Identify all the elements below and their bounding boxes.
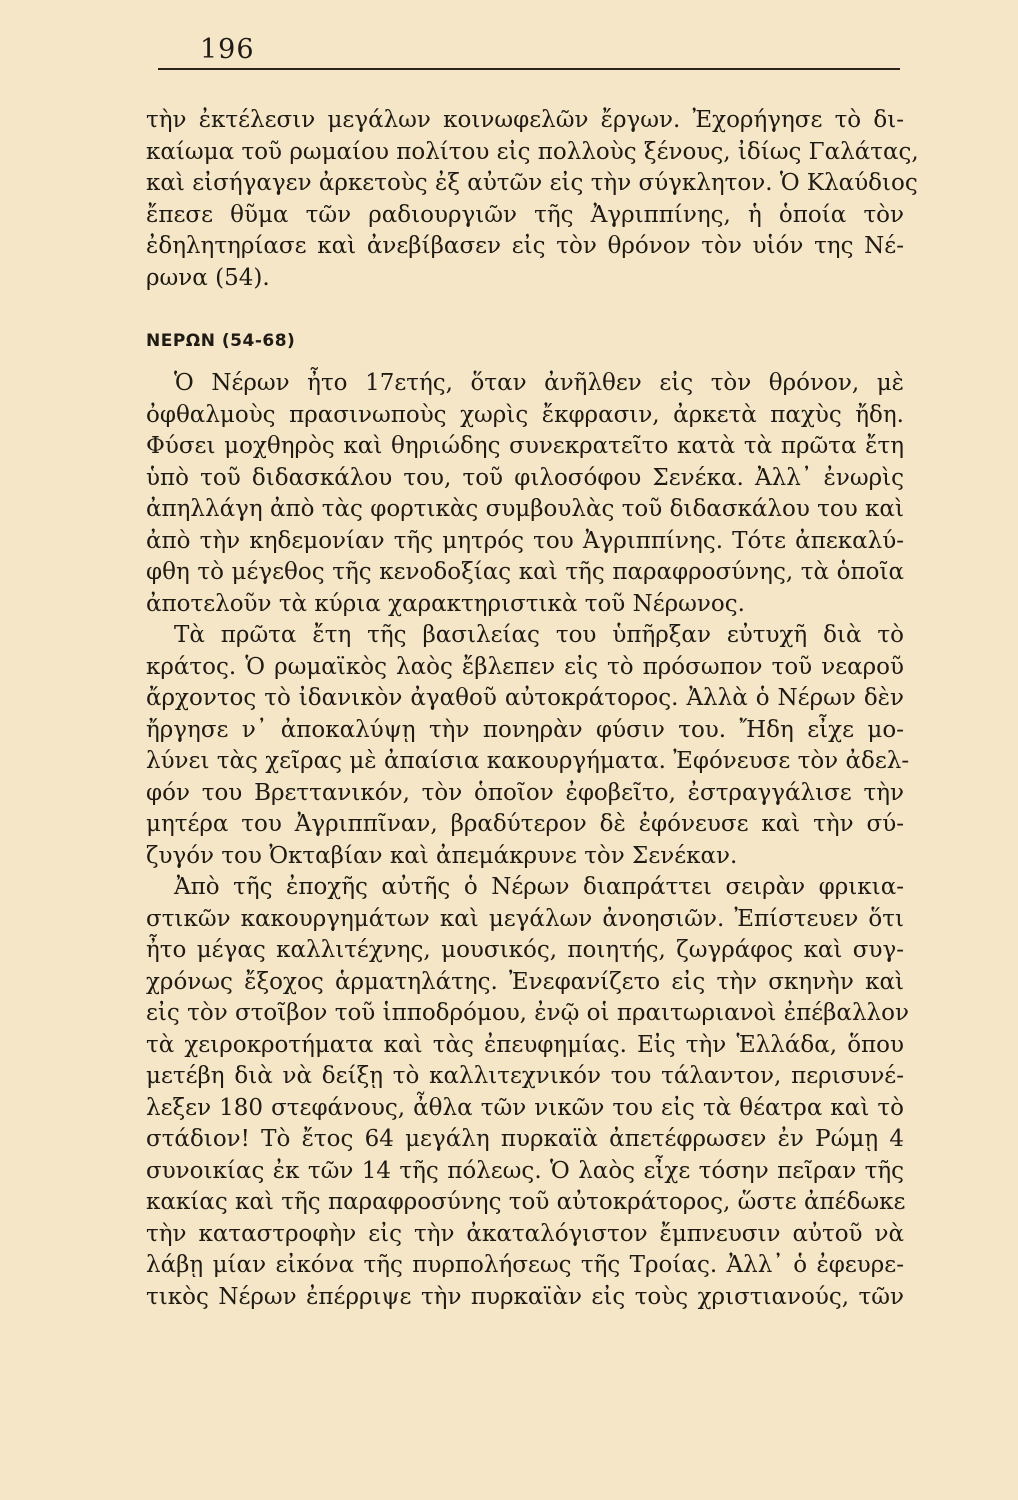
- text-line: χρόνως ἔξοχος ἁρματηλάτης. Ἐνεφανίζετο εἰς τὴν σκηνὴν καὶ: [146, 968, 904, 995]
- text-line: τὴν καταστροφὴν εἰς τὴν ἀκαταλόγιστον ἔμπνευσιν αὐτοῦ νὰ: [146, 1220, 904, 1247]
- text-line: ὑπὸ τοῦ διδασκάλου του, τοῦ φιλοσόφου Σενέκα. Ἀλλ᾽ ἐνωρὶς: [146, 464, 904, 491]
- paragraph: [146, 872, 909, 1313]
- text-line: τὴν ἐκτέλεσιν μεγάλων κοινωφελῶν ἔργων. Ἐχορήγησε τὸ δι-: [146, 107, 904, 133]
- text-line: τὰ χειροκροτήματα καὶ τὰς ἐπευφημίας. Εἰς τὴν Ἑλλάδα, ὅπου: [146, 1031, 904, 1058]
- text-line: ἐδηλητηρίασε καὶ ἀνεβίβασεν εἰς τὸν θρόνον τὸν υἱόν της Νέ-: [146, 233, 904, 259]
- text-line: Τὰ πρῶτα ἔτη τῆς βασιλείας του ὑπῆρξαν εὐτυχῆ διὰ τὸ: [174, 622, 904, 648]
- paragraph: [146, 620, 910, 872]
- text-line: φόν του Βρεττανικόν, τὸν ὁποῖον ἐφοβεῖτο, ἐστραγγάλισε τὴν: [146, 779, 904, 806]
- text-line: ἦτο μέγας καλλιτέχνης, μουσικός, ποιητής, ζωγράφος καὶ συγ-: [146, 937, 904, 963]
- text-line: καίωμα τοῦ ρωμαίου πολίτου εἰς πολλοὺς ξένους, ἰδίως Γαλάτας,: [146, 138, 919, 165]
- intro-paragraph: [146, 105, 919, 294]
- text-line: συνοικίας ἐκ τῶν 14 τῆς πόλεως. Ὁ λαὸς εἶχε τόσην πεῖραν τῆς: [146, 1157, 904, 1184]
- text-line: εἰς τὸν στοῖβον τοῦ ἱπποδρόμου, ἐνῷ οἱ πραιτωριανοὶ ἐπέβαλλον: [146, 1000, 909, 1026]
- text-line: φθη τὸ μέγεθος τῆς κενοδοξίας καὶ τῆς παραφροσύνης, τὰ ὁποῖα: [146, 559, 904, 585]
- text-line: τικὸς Νέρων ἐπέρριψε τὴν πυρκαϊὰν εἰς τοὺς χριστιανούς, τῶν: [146, 1283, 904, 1310]
- text-line: στάδιον! Τὸ ἔτος 64 μεγάλη πυρκαϊὰ ἀπετέφρωσεν ἐν Ρώμῃ 4: [146, 1126, 904, 1152]
- body-text: [146, 368, 910, 1313]
- text-line: ζυγόν του Ὀκταβίαν καὶ ἀπεμάκρυνε τὸν Σενέκαν.: [146, 842, 738, 869]
- text-line: στικῶν κακουργημάτων καὶ μεγάλων ἀνοησιῶν. Ἐπίστευεν ὅτι: [146, 905, 904, 932]
- text-line: Φύσει μοχθηρὸς καὶ θηριώδης συνεκρατεῖτο κατὰ τὰ πρῶτα ἔτη: [146, 433, 904, 459]
- text-line: ἀπηλλάγη ἀπὸ τὰς φορτικὰς συμβουλὰς τοῦ διδασκάλου του καὶ: [146, 496, 904, 522]
- text-line: ἀποτελοῦν τὰ κύρια χαρακτηριστικὰ τοῦ Νέρωνος.: [146, 590, 745, 617]
- text-line: κακίας καὶ τῆς παραφροσύνης τοῦ αὐτοκράτορος, ὥστε ἀπέδωκε: [146, 1189, 906, 1215]
- text-line: κράτος. Ὁ ρωμαϊκὸς λαὸς ἔβλεπεν εἰς τὸ πρόσωπον τοῦ νεαροῦ: [146, 653, 904, 680]
- text-line: ἄρχοντος τὸ ἰδανικὸν ἀγαθοῦ αὐτοκράτορος. Ἀλλὰ ὁ Νέρων δὲν: [146, 685, 904, 711]
- page-number: 196: [200, 34, 255, 65]
- text-line: καὶ εἰσήγαγεν ἀρκετοὺς ἐξ αὐτῶν εἰς τὴν σύγκλητον. Ὁ Κλαύδιος: [146, 170, 918, 196]
- text-line: ρωνα (54).: [146, 264, 270, 291]
- text-line: ἤργησε ν᾽ ἀποκαλύψῃ τὴν πονηρὰν φύσιν του. Ἤδη εἶχε μο-: [146, 716, 904, 743]
- text-line: ἀπὸ τὴν κηδεμονίαν τῆς μητρός του Ἀγριππίνης. Τότε ἀπεκαλύ-: [146, 527, 904, 554]
- text-line: λύνει τὰς χεῖρας μὲ ἀπαίσια κακουργήματα. Ἐφόνευσε τὸν ἀδελ-: [146, 748, 910, 774]
- text-line: Ὁ Νέρων ἦτο 17ετής, ὅταν ἀνῆλθεν εἰς τὸν θρόνον, μὲ: [174, 370, 904, 396]
- text-line: ἔπεσε θῦμα τῶν ραδιουργιῶν τῆς Ἀγριππίνης, ἡ ὁποία τὸν: [146, 201, 904, 228]
- header-rule: [158, 68, 900, 70]
- paragraph: [146, 368, 904, 620]
- text-line: μητέρα του Ἀγριππῖναν, βραδύτερον δὲ ἐφόνευσε καὶ τὴν σύ-: [146, 811, 904, 837]
- text-line: λάβῃ μίαν εἰκόνα τῆς πυρπολήσεως τῆς Τροίας. Ἀλλ᾽ ὁ ἐφευρε-: [146, 1252, 904, 1278]
- text-line: μετέβη διὰ νὰ δείξῃ τὸ καλλιτεχνικόν του τάλαντον, περισυνέ-: [146, 1063, 904, 1089]
- text-line: λεξεν 180 στεφάνους, ἆθλα τῶν νικῶν του εἰς τὰ θέατρα καὶ τὸ: [146, 1094, 904, 1121]
- text-line: ὀφθαλμοὺς πρασινωποὺς χωρὶς ἔκφρασιν, ἀρκετὰ παχὺς ἤδη.: [146, 401, 904, 428]
- text-line: Ἀπὸ τῆς ἐποχῆς αὐτῆς ὁ Νέρων διαπράττει σειρὰν φρικια-: [174, 874, 904, 900]
- section-heading: ΝΕΡΩΝ (54-68): [146, 331, 296, 351]
